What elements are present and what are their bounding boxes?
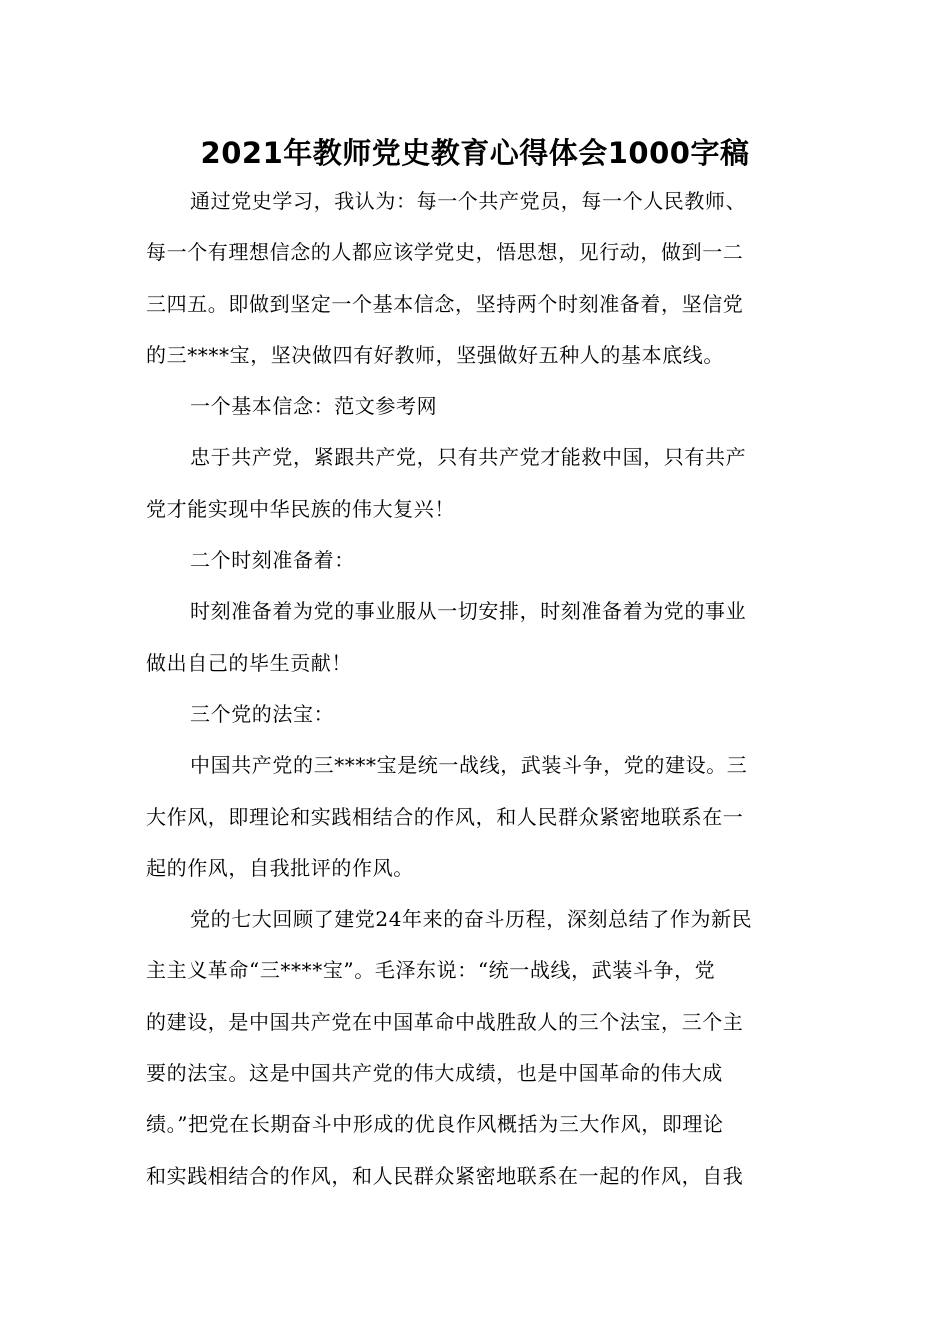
paragraph-4 <box>146 535 796 586</box>
text-line: 主主义革命“三****宝”。毛泽东说：“统一战线，武装斗争，党 <box>146 958 716 983</box>
text-line: 和实践相结合的作风，和人民群众紧密地联系在一起的作风，自我 <box>146 1163 744 1188</box>
paragraph-7 <box>146 740 796 894</box>
document-title: 2021年教师党史教育心得体会1000字稿 <box>200 136 750 170</box>
text-line: 大作风，即理论和实践相结合的作风，和人民群众紧密地联系在一 <box>146 804 744 829</box>
text-line: 党的七大回顾了建党24年来的奋斗历程，深刻总结了作为新民 <box>190 907 753 932</box>
paragraph-8 <box>146 894 796 1202</box>
text-line: 二个时刻准备着： <box>190 548 355 573</box>
text-line: 绩。”把党在长期奋斗中形成的优良作风概括为三大作风，即理论 <box>146 1112 724 1137</box>
text-line: 忠于共产党，紧跟共产党，只有共产党才能救中国，只有共产 <box>190 445 747 470</box>
paragraph-1 <box>146 176 796 381</box>
paragraph-2 <box>146 381 796 432</box>
text-line: 的三****宝，坚决做四有好教师，坚强做好五种人的基本底线。 <box>146 342 724 367</box>
text-line: 做出自己的毕生贡献！ <box>146 650 352 675</box>
text-line: 每一个有理想信念的人都应该学党史，悟思想，见行动，做到一二 <box>146 240 744 265</box>
document-body <box>146 176 796 1202</box>
paragraph-3 <box>146 432 796 535</box>
paragraph-5 <box>146 586 796 689</box>
text-line: 时刻准备着为党的事业服从一切安排，时刻准备着为党的事业 <box>190 599 747 624</box>
text-line: 三个党的法宝： <box>190 701 335 726</box>
text-line: 一个基本信念：范文参考网 <box>190 394 438 419</box>
text-line: 的建设，是中国共产党在中国革命中战胜敌人的三个法宝，三个主 <box>146 1009 744 1034</box>
text-line: 党才能实现中华民族的伟大复兴！ <box>146 496 455 521</box>
text-line: 三四五。即做到坚定一个基本信念，坚持两个时刻准备着，坚信党 <box>146 291 744 316</box>
text-line: 起的作风，自我批评的作风。 <box>146 855 414 880</box>
text-line: 通过党史学习，我认为：每一个共产党员，每一个人民教师、 <box>190 189 747 213</box>
paragraph-6 <box>146 689 796 740</box>
text-line: 中国共产党的三****宝是统一战线，武装斗争，党的建设。三 <box>190 753 748 778</box>
text-line: 要的法宝。这是中国共产党的伟大成绩，也是中国革命的伟大成 <box>146 1061 723 1086</box>
